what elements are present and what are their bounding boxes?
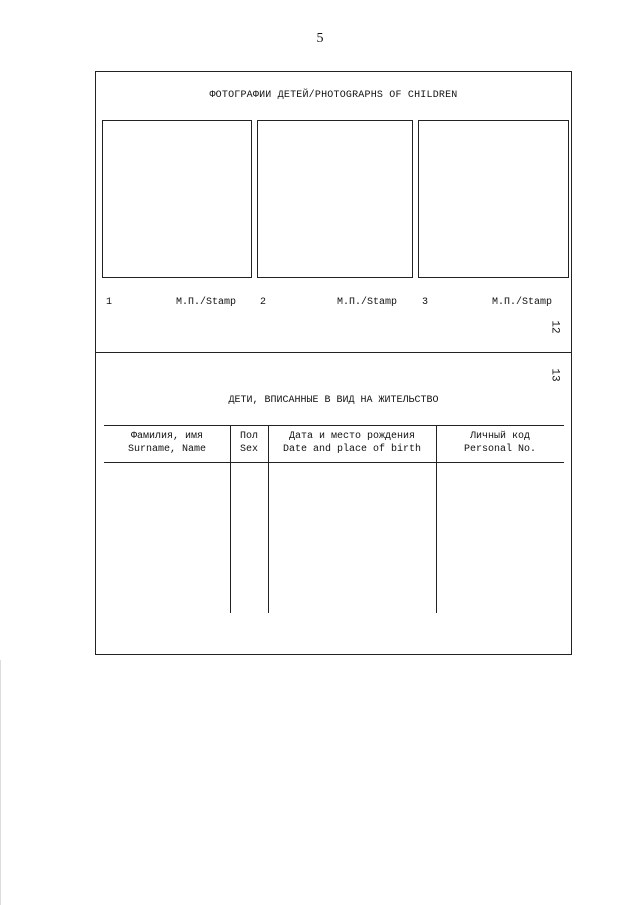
column-header-en: Date and place of birth [282,444,422,455]
photo-slot-number: 2 [260,297,267,308]
children-section-title: ДЕТИ, ВПИСАННЫЕ В ВИД НА ЖИТЕЛЬСТВО [228,395,439,406]
photo-box-1 [102,120,252,278]
column-header-sex [230,430,268,456]
column-header-en: Sex [239,444,258,455]
page-number: 5 [316,31,324,46]
stamp-label: М.П./Stamp [176,297,237,308]
column-header-personal-no [436,430,564,456]
table-header-rule [104,462,564,463]
column-header-ru: Пол [239,431,258,442]
photo-box-3 [418,120,569,278]
side-page-number: 13 [548,368,561,382]
column-header-ru: Дата и место рождения [288,431,416,442]
photo-slot-number: 1 [106,297,113,308]
scan-edge [0,660,1,905]
column-header-en: Personal No. [463,444,536,455]
photo-slot-number: 3 [422,297,429,308]
photo-box-2 [257,120,413,278]
side-page-number: 12 [548,320,561,334]
column-header-en: Surname, Name [127,444,206,455]
column-header-ru: Личный код [469,431,530,442]
stamp-label: М.П./Stamp [492,297,553,308]
photos-section-title: ФОТОГРАФИИ ДЕТЕЙ/PHOTOGRAPHS OF CHILDREN [209,90,458,101]
column-header-ru: Фамилия, имя [130,431,203,442]
column-header-birth [268,430,436,456]
table-top-rule [104,425,564,426]
document-frame [95,71,572,655]
column-header-name [104,430,230,456]
stamp-label: М.П./Stamp [337,297,398,308]
section-divider [96,352,571,353]
